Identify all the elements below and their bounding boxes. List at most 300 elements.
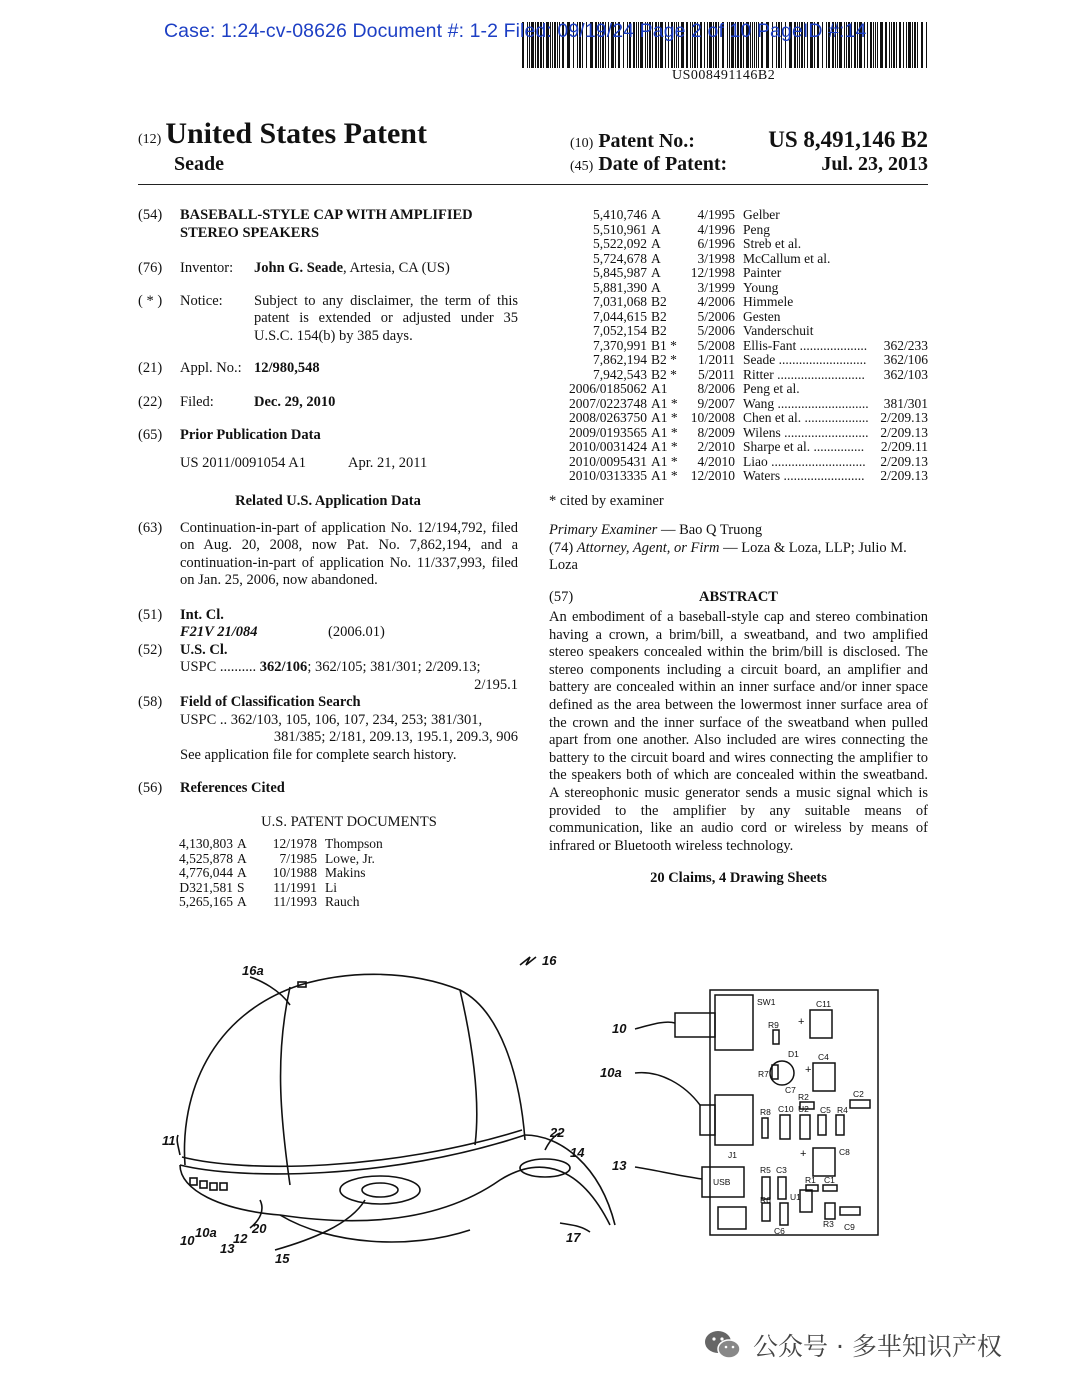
examiner-line: [549, 522, 928, 540]
notice-text: Subject to any disclaimer, the term of this patent is extended or adjusted under 35 U.S.C. 154(b) by 385 days.: [254, 292, 518, 344]
reference-date: 5/2008: [697, 337, 735, 353]
circuit-labels: [713, 997, 864, 1236]
reference-row: [549, 324, 928, 339]
barcode-bar: [885, 22, 887, 68]
label-c10: C10: [778, 1104, 794, 1114]
ic-u2: [800, 1115, 810, 1139]
label-r5: R5: [760, 1165, 771, 1175]
barcode-bar: [867, 22, 868, 68]
reference-cls: 362/106: [883, 352, 928, 367]
reference-name: Li: [325, 879, 337, 895]
field-search-entry: [138, 694, 518, 764]
code-22: (22): [138, 393, 163, 410]
label-c9: C9: [844, 1222, 855, 1232]
inventor-label: Inventor:: [180, 260, 234, 276]
circuit-lead-labels: [600, 1021, 627, 1173]
code-56: (56): [138, 780, 163, 796]
left-column: [138, 207, 518, 910]
label-16a: 16a: [242, 963, 264, 978]
reference-number: 7,942,543: [593, 366, 647, 382]
label-20: 20: [252, 1221, 267, 1236]
reference-row: [549, 339, 928, 354]
label-c6: C6: [774, 1226, 785, 1236]
cap-c1: [823, 1185, 837, 1191]
label-r6: R6: [760, 1195, 771, 1205]
reference-name: Gesten: [743, 308, 781, 324]
reference-kind: A: [237, 865, 247, 880]
label-u1: U1: [790, 1192, 801, 1202]
abstract-text: An embodiment of a baseball-style cap and stereo combination having a crown, a brim/bill, a sweatband, and two amplified stereo speakers concealed within the brim/bill is disclosed. The stereo components including a circuit board, an amplifier and battery are concealed within an inner surface and/or inner space defined as the area between the lowermost inner surface area of the crown and the inner surface of the sweatband when pulled apart from one another. Also included are wires connecting the battery to the circuit board and wires connecting the amplifier to the speakers both of which are concealed within the sweatband. A stereophonic music generator sends a music signal which is provided to the amplifier by any suitable means of communication, like an audio cord or wireless by means of infrared or Bluetooth wireless technology.: [549, 609, 928, 854]
prior-pub-entry: [138, 427, 518, 445]
reference-cls: [875, 310, 928, 325]
label-sw1: SW1: [757, 997, 776, 1007]
code-65: (65): [138, 427, 163, 443]
reference-kind: A1: [651, 381, 668, 396]
reference-cls: 381/301: [883, 395, 928, 411]
reference-row: [549, 237, 928, 252]
reference-date: 5/2006: [697, 308, 735, 324]
reference-cls: [875, 237, 928, 252]
component-10a: [200, 1181, 207, 1188]
reference-cls: [875, 223, 928, 238]
attorney-line: [549, 540, 928, 575]
label-u2: U2: [798, 1104, 809, 1114]
right-column: [549, 208, 928, 886]
reference-row: [549, 295, 928, 310]
barcode-bar: [914, 22, 916, 68]
reference-row: [549, 411, 928, 426]
reference-kind: A1 *: [651, 395, 678, 411]
switch-sw1: [715, 995, 753, 1050]
appl-entry: [138, 360, 518, 378]
ic-u1: [800, 1190, 812, 1212]
reference-row: [171, 895, 387, 910]
title-block: [138, 117, 427, 151]
reference-name: Peng: [743, 221, 770, 237]
attorney-name: — Loza & Loza, LLP; Julio M. Loza: [549, 539, 907, 573]
cap-c11: [810, 1010, 832, 1038]
cap-c3: [778, 1177, 786, 1199]
speaker-15: [340, 1176, 420, 1204]
reference-row: [549, 440, 928, 455]
barcode-bar: [899, 22, 901, 68]
int-cl-entry: [138, 607, 518, 642]
reference-row: [549, 426, 928, 441]
reference-number: 5,881,390: [593, 279, 647, 295]
label-d1: D1: [788, 1049, 799, 1059]
references-table: [549, 208, 928, 484]
reference-number: 4,130,803: [179, 836, 233, 851]
barcode-bar: [926, 22, 927, 68]
barcode-bar: [921, 22, 923, 68]
examiner-name: — Bao Q Truong: [657, 522, 763, 538]
appl-number: 12/980,548: [254, 360, 320, 376]
invention-title-entry: [138, 207, 518, 242]
reference-cls: [875, 324, 928, 339]
reference-kind: B2: [651, 308, 667, 324]
leader-10: [635, 1022, 675, 1029]
res-r4: [836, 1115, 844, 1135]
reference-date: 12/1978: [272, 836, 317, 851]
reference-name: Seade ..........................: [743, 352, 867, 367]
barcode-bar: [870, 22, 872, 68]
label-c1: C1: [824, 1175, 835, 1185]
reference-number: 4,525,878: [179, 850, 233, 866]
reference-date: 2/2010: [697, 439, 735, 454]
reference-kind: A: [651, 207, 661, 222]
reference-row: [549, 281, 928, 296]
filed-label: Filed:: [180, 393, 214, 410]
reference-number: 2010/0095431: [568, 453, 647, 469]
reference-number: 5,510,961: [593, 221, 647, 237]
inventor-entry: [138, 260, 518, 278]
reference-kind: A1 *: [651, 439, 678, 454]
reference-number: 5,724,678: [593, 250, 647, 266]
barcode-bar: [893, 22, 895, 68]
patent-drawing: [150, 945, 950, 1295]
reference-name: Lowe, Jr.: [325, 850, 375, 866]
code-21: (21): [138, 360, 163, 376]
us-cl-prefix: USPC ..........: [180, 659, 257, 675]
reference-date: 12/1998: [690, 265, 735, 280]
us-cl-main: 362/106: [259, 659, 308, 675]
cap-seam-left: [281, 987, 290, 1185]
reference-row: [549, 455, 928, 470]
code-52: (52): [138, 641, 163, 658]
reference-cls: [875, 266, 928, 281]
component-12: [210, 1183, 217, 1190]
filed-entry: [138, 394, 518, 412]
cap-c8: [813, 1148, 835, 1176]
reference-cls: 2/209.13: [880, 410, 928, 425]
reference-date: 10/1988: [272, 865, 317, 880]
label-r1: R1: [805, 1175, 816, 1185]
reference-kind: A: [237, 836, 247, 851]
barcode-bar: [877, 22, 878, 68]
prior-pub-date: Apr. 21, 2011: [348, 454, 428, 471]
res-r3: [825, 1203, 835, 1219]
field-search-label: Field of Classification Search: [180, 694, 361, 710]
reference-cls: 2/209.13: [880, 453, 928, 469]
label-16: 16: [542, 953, 557, 968]
label-r2: R2: [798, 1092, 809, 1102]
reference-kind: A1 *: [651, 410, 678, 425]
reference-row: [549, 310, 928, 325]
reference-cls: [875, 252, 928, 267]
reference-kind: A: [237, 894, 247, 909]
invention-title: BASEBALL-STYLE CAP WITH AMPLIFIED STEREO SPEAKERS: [180, 207, 473, 241]
barcode-bar: [896, 22, 897, 68]
barcode-bar: [908, 22, 911, 68]
reference-number: 5,265,165: [179, 894, 233, 909]
reference-name: Wang ...........................: [743, 395, 869, 411]
watermark: [703, 1327, 1002, 1363]
patent-no-label: Patent No.:: [598, 130, 695, 152]
reference-row: [549, 208, 928, 223]
speaker-15-inner: [362, 1183, 398, 1197]
reference-number: 7,031,068: [593, 294, 647, 309]
reference-kind: A: [237, 850, 247, 866]
reference-date: 4/1995: [697, 207, 735, 222]
field-search-line2: 381/385; 2/181, 209.13, 195.1, 209.3, 906: [273, 729, 518, 745]
reference-kind: S: [237, 879, 245, 895]
filed-date: Dec. 29, 2010: [254, 393, 336, 410]
reference-cls: [875, 295, 928, 310]
field-search-line1: USPC .. 362/103, 105, 106, 107, 234, 253; 381/301,: [180, 711, 483, 728]
component-10: [190, 1178, 197, 1185]
label-plus-3: +: [800, 1148, 807, 1160]
reference-name: McCallum et al.: [743, 250, 831, 266]
reference-number: 4,776,044: [179, 865, 233, 880]
cap-c10: [780, 1115, 790, 1139]
component-13: [220, 1183, 227, 1190]
reference-cls: 2/209.11: [880, 439, 928, 454]
abstract-title: ABSTRACT: [699, 588, 778, 605]
label-c3: C3: [776, 1165, 787, 1175]
us-cl-last: 2/195.1: [474, 676, 518, 693]
reference-date: 10/2008: [690, 410, 735, 425]
connector: [718, 1207, 746, 1229]
related-text: Continuation-in-part of application No. 12/194,792, filed on Aug. 20, 2008, now Pat. No. 7,862,194, and a continuation-in-part of application No. 11/337,993, filed on Jan. 25, 2006, now abandoned.: [180, 519, 518, 588]
barcode-number: US008491146B2: [672, 68, 776, 83]
barcode-bar: [889, 22, 890, 68]
cap-brim-bottom: [180, 1165, 610, 1225]
reference-row: [171, 866, 387, 881]
barcode-bar: [917, 22, 918, 68]
reference-date: 8/2009: [697, 424, 735, 440]
barcode-bar: [903, 22, 904, 68]
label-c11: C11: [816, 999, 831, 1009]
reference-row: [549, 266, 928, 281]
label-c7: C7: [785, 1085, 796, 1095]
inventor-location: , Artesia, CA (US): [343, 260, 450, 276]
cap-c9: [840, 1207, 860, 1215]
reference-row: [549, 397, 928, 412]
reference-number: 5,410,746: [593, 207, 647, 222]
reference-kind: A: [651, 279, 661, 295]
code-45: (45): [570, 159, 594, 174]
barcode-bar: [873, 22, 874, 68]
appl-label: Appl. No.:: [180, 360, 242, 376]
us-cl-rest: ; 362/105; 381/301; 2/209.13;: [307, 659, 481, 675]
reference-name: Peng et al.: [743, 381, 800, 396]
reference-kind: A: [651, 236, 661, 251]
code-63: (63): [138, 519, 163, 536]
res-r7: [772, 1065, 778, 1079]
reference-name: Himmele: [743, 294, 794, 309]
int-cl-class: F21V 21/084: [180, 624, 258, 640]
reference-name: Young: [743, 279, 779, 295]
reference-kind: A1 *: [651, 468, 678, 483]
label-j1: J1: [728, 1150, 737, 1160]
reference-number: 7,370,991: [593, 337, 647, 353]
jack-j1: [715, 1095, 753, 1145]
reference-number: 5,522,092: [593, 236, 647, 251]
reference-kind: A: [651, 250, 661, 266]
res-r8: [762, 1118, 768, 1138]
label-15: 15: [275, 1251, 290, 1266]
code-51: (51): [138, 606, 163, 623]
reference-number: 2007/0223748: [568, 395, 647, 411]
reference-kind: B2 *: [651, 352, 677, 367]
code-54: (54): [138, 207, 163, 223]
reference-name: Liao ............................: [743, 453, 866, 469]
reference-cls: 2/209.13: [880, 468, 928, 483]
res-r6: [762, 1203, 770, 1221]
reference-name: Chen et al. ...................: [743, 410, 869, 425]
arrow-16: [520, 957, 536, 965]
examiner-label: Primary Examiner: [549, 522, 658, 538]
reference-cls: [875, 208, 928, 223]
label-r7: R7: [758, 1069, 769, 1079]
reference-name: Sharpe et al. ...............: [743, 439, 865, 454]
reference-number: 2006/0185062: [568, 381, 647, 396]
refs-title: References Cited: [180, 780, 285, 796]
inventor-surname: Seade: [174, 153, 224, 175]
reference-row: [549, 382, 928, 397]
label-14: 14: [570, 1145, 585, 1160]
reference-name: Streb et al.: [743, 236, 802, 251]
leader-13: [635, 1167, 702, 1179]
prior-pub-number: US 2011/0091054 A1: [180, 454, 306, 471]
label-r8: R8: [760, 1107, 771, 1117]
reference-number: 7,052,154: [593, 323, 647, 338]
label-plus-1: +: [798, 1016, 805, 1028]
reference-name: Makins: [325, 865, 366, 880]
label-12: 12: [233, 1231, 248, 1246]
label-r3: R3: [823, 1219, 834, 1229]
reference-name: Thompson: [325, 836, 383, 851]
reference-name: Waters ........................: [743, 468, 865, 483]
reference-kind: A: [651, 265, 661, 280]
barcode-bar: [875, 22, 876, 68]
reference-cls: 362/103: [883, 366, 928, 382]
label-plus-2: +: [805, 1064, 812, 1076]
cap-c4: [813, 1063, 835, 1091]
reference-kind: A: [651, 221, 661, 237]
reference-number: 5,845,987: [593, 265, 647, 280]
reference-number: 2008/0263750: [568, 410, 647, 425]
refs-entry: [138, 780, 518, 798]
reference-date: 4/1996: [697, 221, 735, 237]
us-cl-entry: [138, 642, 518, 695]
cap-c6: [780, 1203, 788, 1225]
label-c5: C5: [820, 1105, 831, 1115]
reference-name: Rauch: [325, 894, 360, 909]
reference-date: 3/1999: [697, 279, 735, 295]
reference-row: [171, 837, 387, 852]
patent-number-block: [570, 127, 928, 179]
code-74: (74): [549, 539, 574, 556]
res-r9: [773, 1030, 779, 1044]
related-title: Related U.S. Application Data: [235, 493, 421, 509]
reference-name: Ritter ..........................: [743, 366, 865, 382]
inventor-name: John G. Seade: [254, 260, 344, 276]
wechat-icon: [703, 1328, 743, 1362]
label-11: 11: [162, 1133, 176, 1148]
date-label: Date of Patent:: [598, 153, 728, 175]
label-r9: R9: [768, 1020, 779, 1030]
notice-label: Notice:: [180, 292, 223, 309]
label-r4: R4: [837, 1105, 848, 1115]
reference-kind: B2: [651, 323, 667, 338]
related-entry: [138, 520, 518, 590]
reference-cls: [875, 382, 928, 397]
reference-number: 2010/0031424: [568, 439, 647, 454]
label-c4: C4: [818, 1052, 829, 1062]
reference-number: 2009/0193565: [568, 424, 647, 440]
reference-kind: B1 *: [651, 337, 677, 353]
cap-seam-right: [460, 990, 477, 1145]
field-search-line3: See application file for complete search history.: [180, 746, 457, 763]
reference-name: Vanderschuit: [743, 323, 814, 338]
barcode-bar: [912, 22, 913, 68]
claims-line: 20 Claims, 4 Drawing Sheets: [650, 870, 827, 887]
reference-date: 6/1996: [697, 236, 735, 251]
reference-number: 7,862,194: [593, 352, 647, 367]
reference-row: [549, 368, 928, 383]
cited-note: * cited by examiner: [549, 492, 664, 509]
reference-date: 4/2006: [697, 294, 735, 309]
reference-cls: 2/209.13: [880, 424, 928, 440]
document-type: United States Patent: [165, 117, 427, 150]
reference-name: Painter: [743, 265, 782, 280]
code-58: (58): [138, 694, 163, 710]
reference-date: 11/1991: [273, 879, 317, 895]
label-10a: 10a: [195, 1225, 217, 1240]
label-10: 10: [180, 1233, 195, 1248]
reference-name: Ellis-Fant ....................: [743, 337, 868, 353]
patent-date: Jul. 23, 2013: [821, 153, 928, 175]
int-cl-label: Int. Cl.: [180, 606, 224, 623]
reference-cls: [875, 281, 928, 296]
us-cl-label: U.S. Cl.: [180, 641, 228, 658]
reference-date: 5/2006: [697, 323, 735, 338]
reference-number: 7,044,615: [593, 308, 647, 324]
reference-row: [549, 223, 928, 238]
jack-j1-tab: [700, 1105, 715, 1135]
reference-kind: A1 *: [651, 424, 678, 440]
abstract-header: [549, 590, 928, 605]
patent-number: US 8,491,146 B2: [768, 127, 928, 152]
prior-pub-title: Prior Publication Data: [180, 427, 321, 443]
reference-date: 1/2011: [698, 352, 735, 367]
case-header: Case: 1:24-cv-08626 Document #: 1-2 Filed: 09/19/24 Page 2 of 10 PageID #:14: [164, 20, 867, 42]
switch-sw1-tab: [675, 1013, 715, 1037]
cap-drawing: [177, 957, 615, 1250]
code-10: (10): [570, 136, 594, 151]
reference-number: D321,581: [179, 879, 233, 895]
reference-date: 7/1985: [279, 850, 317, 866]
label-usb: USB: [713, 1177, 731, 1187]
reference-date: 11/1993: [273, 894, 317, 909]
int-cl-date: (2006.01): [328, 624, 385, 640]
header-rule: [138, 184, 928, 185]
reference-date: 8/2006: [697, 381, 735, 396]
reference-row: [549, 353, 928, 368]
watermark-text: 公众号 · 多芈知识产权: [753, 1332, 1002, 1361]
reference-cls: 362/233: [883, 337, 928, 353]
label-13: 13: [220, 1241, 235, 1256]
cap-c5: [818, 1115, 826, 1135]
reference-row: [549, 252, 928, 267]
barcode-bar: [891, 22, 892, 68]
reference-name: Gelber: [743, 207, 780, 222]
label-22: 22: [550, 1125, 565, 1140]
code-57: (57): [549, 588, 574, 605]
label-c2: C2: [853, 1089, 864, 1099]
cap-band: [180, 1135, 525, 1174]
